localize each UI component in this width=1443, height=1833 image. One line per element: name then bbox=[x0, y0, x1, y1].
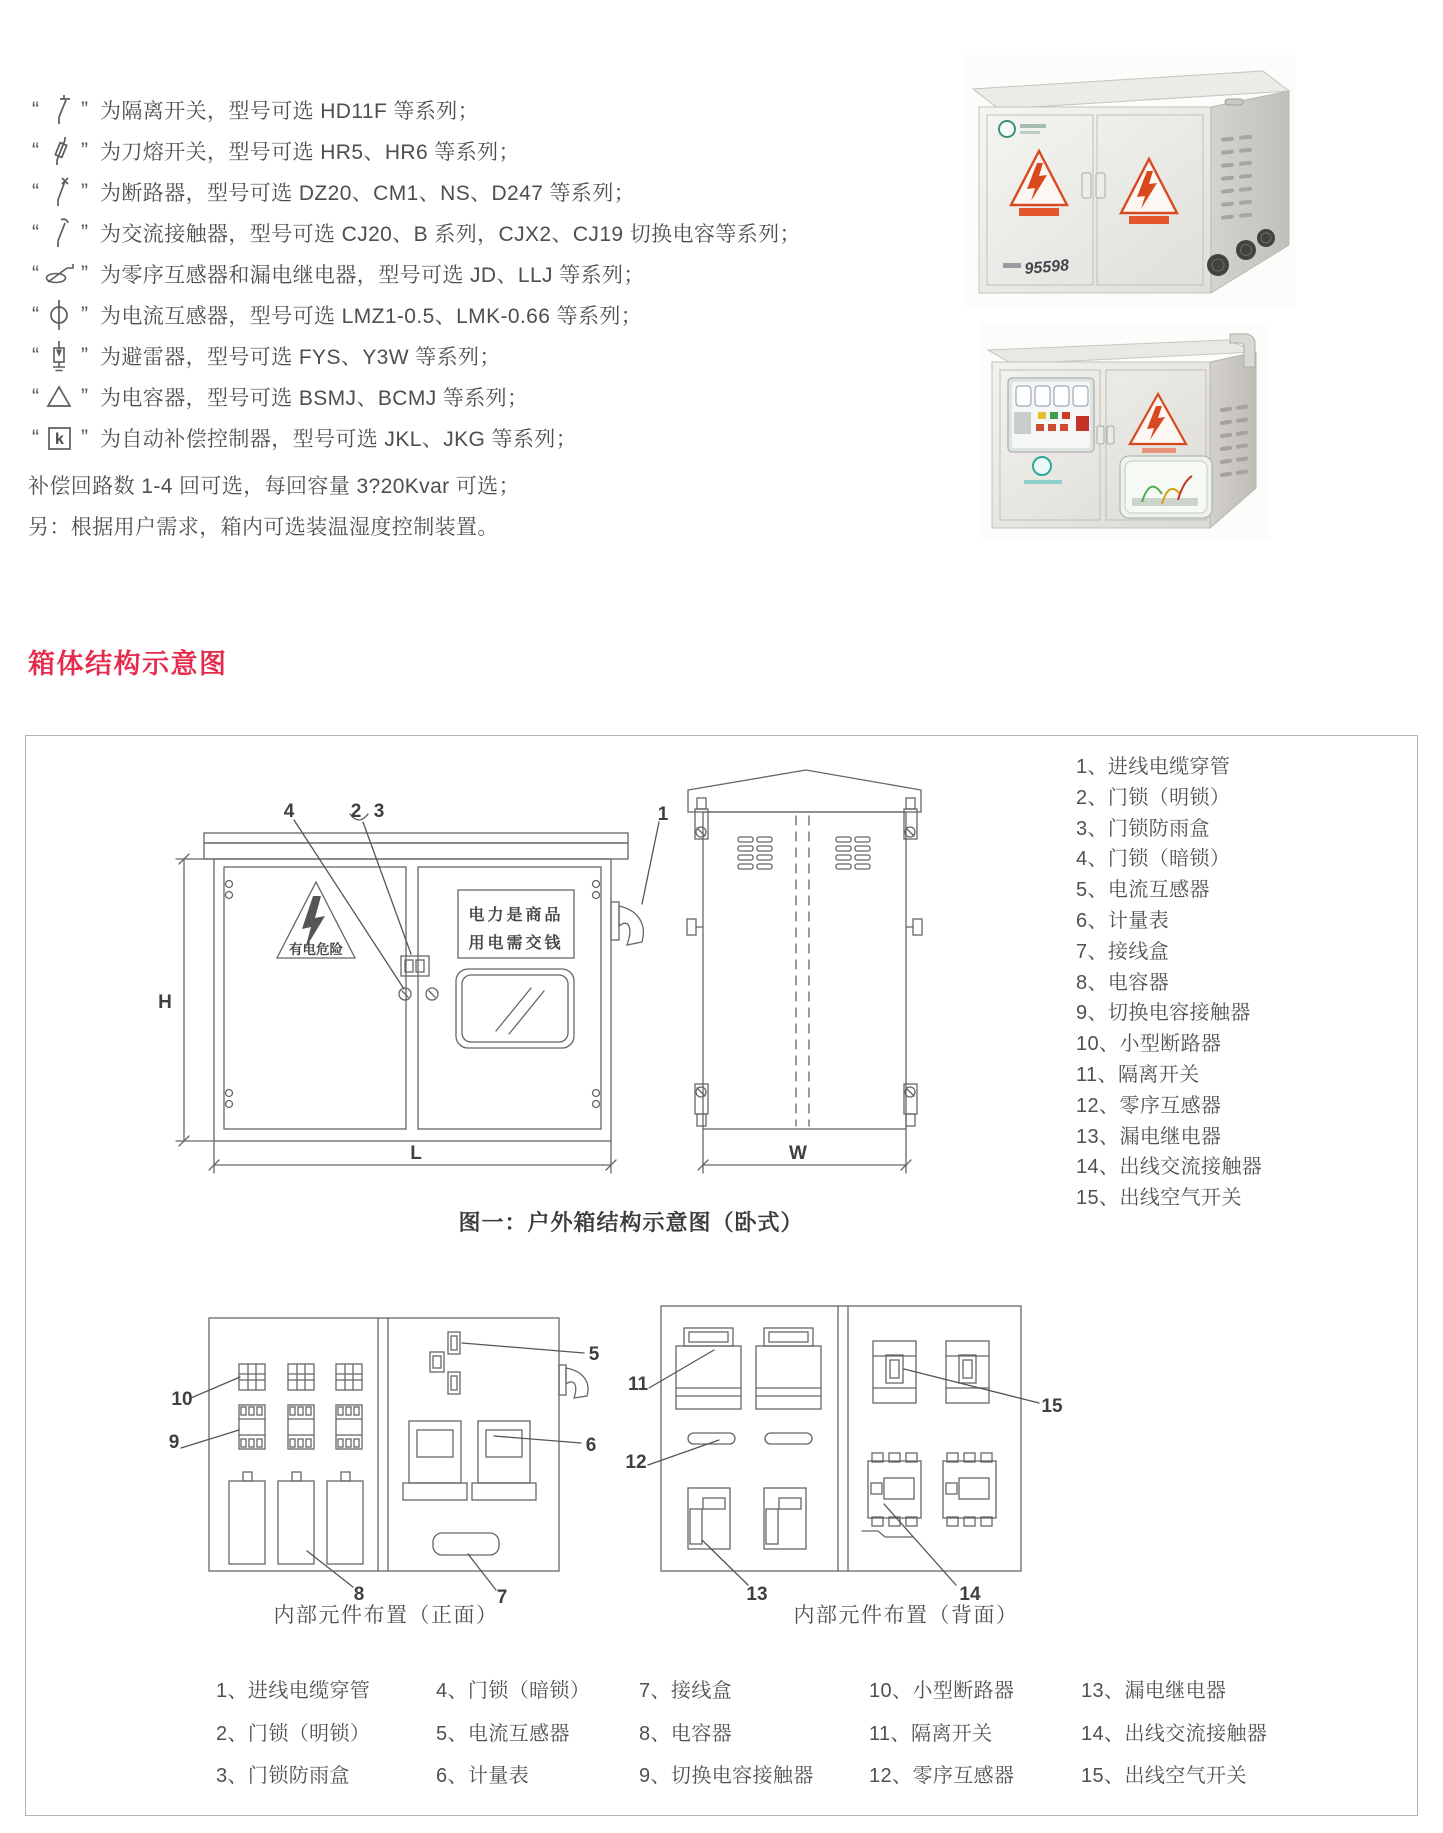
callout-10: 10 bbox=[171, 1389, 193, 1410]
symbol-legend-row bbox=[28, 89, 801, 130]
parts-list bbox=[1076, 752, 1262, 1214]
sign-line1: 电力是商品 bbox=[468, 907, 564, 924]
internal-layout-back-drawing bbox=[648, 1306, 1039, 1585]
callout-1: 1 bbox=[657, 804, 669, 825]
legend-column bbox=[869, 1670, 1014, 1798]
circuit-breaker-icon bbox=[43, 175, 77, 209]
open-quote: “ bbox=[32, 261, 39, 285]
product-photo-outdoor-box-metering bbox=[980, 322, 1270, 540]
parts-list-item: 15、出线空气开关 bbox=[1076, 1187, 1242, 1210]
callout-11: 11 bbox=[627, 1374, 649, 1395]
open-quote: “ bbox=[32, 179, 39, 203]
legend-item: 13、漏电继电器 bbox=[1081, 1680, 1227, 1702]
note-optional-device: 另：根据用户需求，箱内可选装温湿度控制装置。 bbox=[28, 516, 499, 539]
meter-window bbox=[1008, 378, 1094, 452]
symbol-legend-text: 为刀熔开关，型号可选 HR5、HR6 等系列； bbox=[100, 140, 520, 164]
surge-arrester-icon bbox=[43, 339, 77, 373]
legend-column bbox=[436, 1670, 590, 1798]
product-photo-outdoor-box-closed bbox=[963, 55, 1295, 307]
symbol-legend-text: 为断路器，型号可选 DZ20、CM1、NS、D247 等系列； bbox=[100, 181, 636, 205]
callout-5: 5 bbox=[588, 1344, 600, 1365]
open-quote: “ bbox=[32, 425, 39, 449]
figure1-caption: 图一：户外箱结构示意图（卧式） bbox=[458, 1210, 804, 1235]
back-layout-caption: 内部元件布置（背面） bbox=[793, 1604, 1019, 1627]
legend-item: 10、小型断路器 bbox=[869, 1680, 1015, 1702]
parts-list-item: 5、电流互感器 bbox=[1076, 879, 1210, 902]
door-latch bbox=[1107, 426, 1114, 444]
capacitors bbox=[229, 1472, 363, 1564]
internal-layout-front-drawing bbox=[181, 1318, 588, 1590]
symbol-legend-list bbox=[28, 89, 801, 458]
close-quote: ” bbox=[81, 97, 88, 121]
callout-13: 13 bbox=[746, 1584, 768, 1605]
vent-louvers bbox=[738, 837, 870, 869]
state-grid-logo bbox=[999, 121, 1015, 137]
close-quote: ” bbox=[81, 425, 88, 449]
wiring-window bbox=[1120, 456, 1212, 518]
callout-8: 8 bbox=[353, 1584, 365, 1605]
callout-4: 4 bbox=[283, 801, 295, 822]
legend-item: 6、计量表 bbox=[436, 1765, 530, 1787]
legend-item: 5、电流互感器 bbox=[436, 1722, 570, 1745]
open-quote: “ bbox=[32, 220, 39, 244]
parts-list-item: 3、门锁防雨盒 bbox=[1076, 817, 1210, 840]
parts-list-item: 13、漏电继电器 bbox=[1076, 1125, 1222, 1148]
close-quote: ” bbox=[81, 302, 88, 326]
callout-3: 3 bbox=[373, 801, 385, 822]
figure-box bbox=[25, 735, 1418, 1816]
ac-contactor-icon bbox=[43, 216, 77, 250]
symbol-legend-text: 为避雷器，型号可选 FYS、Y3W 等系列； bbox=[100, 345, 501, 369]
isolator-switches bbox=[676, 1328, 821, 1409]
symbol-legend-text: 为电容器，型号可选 BSMJ、BCMJ 等系列； bbox=[100, 386, 529, 410]
symbol-legend-row bbox=[28, 376, 801, 417]
lid-handle bbox=[1225, 99, 1243, 105]
open-quote: “ bbox=[32, 343, 39, 367]
parts-list-item: 1、进线电缆穿管 bbox=[1076, 756, 1231, 778]
callout-15: 15 bbox=[1041, 1396, 1063, 1417]
parts-list-item: 4、门锁（暗锁） bbox=[1076, 848, 1231, 871]
symbol-legend-row bbox=[28, 253, 801, 294]
legend-item: 7、接线盒 bbox=[639, 1680, 733, 1702]
front-layout-caption: 内部元件布置（正面） bbox=[273, 1604, 499, 1627]
symbol-legend-row bbox=[28, 294, 801, 335]
note-compensation-loops: 补偿回路数 1-4 回可选，每回容量 3?20Kvar 可选； bbox=[28, 475, 520, 498]
parts-list-item: 8、电容器 bbox=[1076, 971, 1170, 994]
symbol-legend-row bbox=[28, 130, 801, 171]
callout-2: 2 bbox=[350, 801, 362, 822]
door-latch bbox=[1082, 173, 1091, 198]
section-title: 箱体结构示意图 bbox=[28, 649, 228, 679]
outgoing-ac-contactors bbox=[862, 1453, 996, 1537]
legend-item: 11、隔离开关 bbox=[869, 1722, 993, 1745]
outgoing-air-breakers bbox=[873, 1341, 989, 1403]
close-quote: ” bbox=[81, 138, 88, 162]
parts-list-item: 12、零序互感器 bbox=[1076, 1094, 1222, 1117]
junction-box bbox=[433, 1533, 499, 1555]
callout-6: 6 bbox=[585, 1435, 597, 1456]
callout-7: 7 bbox=[496, 1587, 508, 1608]
service-hotline-number: 95598 bbox=[1023, 257, 1070, 278]
symbol-legend-row bbox=[28, 335, 801, 376]
legend-column bbox=[1081, 1670, 1267, 1798]
symbol-legend-text: 为电流互感器，型号可选 LMZ1-0.5、LMK-0.66 等系列； bbox=[100, 304, 643, 328]
dimension-w: W bbox=[789, 1143, 807, 1164]
close-quote: ” bbox=[81, 220, 88, 244]
symbol-legend-row bbox=[28, 417, 801, 458]
parts-list-item: 7、接线盒 bbox=[1076, 940, 1170, 963]
symbol-legend-text: 为零序互感器和漏电继电器，型号可选 JD、LLJ 等系列； bbox=[100, 263, 645, 287]
legend-item: 3、门锁防雨盒 bbox=[216, 1765, 350, 1787]
callout-9: 9 bbox=[168, 1432, 180, 1453]
close-quote: ” bbox=[81, 179, 88, 203]
symbol-legend-text: 为隔离开关，型号可选 HD11F 等系列； bbox=[100, 99, 480, 123]
open-quote: “ bbox=[32, 302, 39, 326]
energy-meters bbox=[403, 1421, 536, 1500]
capacitor-switching-contactors bbox=[239, 1405, 362, 1449]
open-quote: “ bbox=[32, 138, 39, 162]
compensation-controller-icon bbox=[43, 421, 77, 455]
parts-list-item: 6、计量表 bbox=[1076, 909, 1170, 932]
legend-item: 14、出线交流接触器 bbox=[1081, 1722, 1268, 1745]
side-view-drawing bbox=[642, 770, 922, 1173]
close-quote: ” bbox=[81, 261, 88, 285]
zero-sequence-ct-icon bbox=[43, 257, 77, 291]
door-latch bbox=[1097, 426, 1104, 444]
open-quote: “ bbox=[32, 97, 39, 121]
legend-item: 1、进线电缆穿管 bbox=[216, 1680, 371, 1702]
legend-column bbox=[639, 1670, 814, 1798]
symbol-legend-text: 为交流接触器，型号可选 CJ20、B 系列，CJX2、CJ19 切换电容等系列； bbox=[100, 222, 801, 246]
dimension-h: H bbox=[158, 992, 172, 1013]
zero-sequence-ct-slot bbox=[765, 1433, 812, 1444]
legend-item: 8、电容器 bbox=[639, 1722, 733, 1745]
legend-item: 12、零序互感器 bbox=[869, 1765, 1015, 1787]
symbol-legend-row bbox=[28, 171, 801, 212]
isolator-switch-icon bbox=[43, 93, 77, 127]
sign-line2: 用电需交钱 bbox=[468, 935, 564, 952]
symbol-legend-text: 为自动补偿控制器，型号可选 JKL、JKG 等系列； bbox=[100, 427, 578, 451]
legend-item: 4、门锁（暗锁） bbox=[436, 1680, 591, 1702]
controller-k-label: k bbox=[55, 430, 64, 448]
legend-item: 9、切换电容接触器 bbox=[639, 1765, 814, 1787]
parts-list-item: 11、隔离开关 bbox=[1076, 1063, 1200, 1086]
door-latch bbox=[1096, 173, 1105, 198]
dimension-l: L bbox=[410, 1143, 422, 1164]
brand-logo bbox=[1033, 457, 1051, 475]
close-quote: ” bbox=[81, 343, 88, 367]
mini-breakers bbox=[239, 1364, 362, 1390]
open-quote: “ bbox=[32, 384, 39, 408]
callout-14: 14 bbox=[959, 1584, 981, 1605]
legend-item: 2、门锁（明锁） bbox=[216, 1722, 371, 1745]
legend-item: 15、出线空气开关 bbox=[1081, 1765, 1247, 1787]
warning-text: 有电危险 bbox=[289, 942, 343, 957]
leakage-relays bbox=[688, 1488, 806, 1549]
capacitor-icon bbox=[43, 380, 77, 414]
close-quote: ” bbox=[81, 384, 88, 408]
parts-list-item: 9、切换电容接触器 bbox=[1076, 1002, 1251, 1025]
parts-list-item: 2、门锁（明锁） bbox=[1076, 786, 1231, 809]
parts-list-item: 10、小型断路器 bbox=[1076, 1033, 1222, 1056]
current-transformers bbox=[430, 1332, 460, 1394]
current-transformer-icon bbox=[43, 298, 77, 332]
callout-12: 12 bbox=[625, 1452, 647, 1473]
symbol-legend-row bbox=[28, 212, 801, 253]
front-view-drawing bbox=[176, 814, 643, 1173]
legend-column bbox=[216, 1670, 370, 1798]
fuse-knife-switch-icon bbox=[43, 134, 77, 168]
parts-list-item: 14、出线交流接触器 bbox=[1076, 1156, 1263, 1179]
